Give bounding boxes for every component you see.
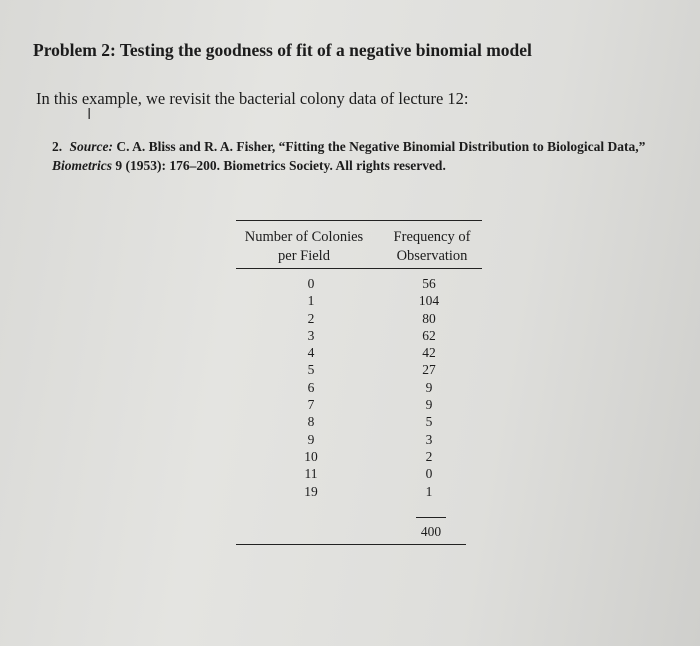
table-row bbox=[236, 380, 482, 397]
intro-text: In this example, we revisit the bacterial colony data of lecture 12: bbox=[36, 89, 469, 108]
frequency-cell: 104 bbox=[418, 293, 440, 309]
colonies-cell: 10 bbox=[304, 448, 318, 464]
frequency-cell: 80 bbox=[422, 310, 436, 326]
colonies-cell: 19 bbox=[304, 483, 318, 499]
colonies-cell: 1 bbox=[307, 293, 315, 309]
journal-name: Biometrics bbox=[52, 158, 112, 173]
colonies-cell: 11 bbox=[304, 466, 318, 482]
table-row bbox=[236, 484, 482, 501]
table-bottom-rule bbox=[236, 544, 466, 545]
colonies-cell: 9 bbox=[307, 431, 315, 447]
source-footnote bbox=[52, 137, 692, 175]
header-frequency-line1: Frequency of bbox=[393, 229, 471, 245]
frequency-cell: 62 bbox=[422, 327, 436, 343]
column-header-colonies bbox=[236, 228, 372, 266]
frequency-cell: 5 bbox=[425, 414, 433, 430]
table-row bbox=[236, 276, 482, 293]
citation-details: 9 (1953): 176–200. Biometrics Society. All rights reserved. bbox=[115, 158, 446, 173]
column-header-frequency bbox=[382, 228, 482, 266]
header-colonies-line1: Number of Colonies bbox=[244, 229, 364, 245]
table-row bbox=[236, 293, 482, 310]
text-cursor-icon: I bbox=[87, 105, 92, 123]
colonies-cell: 3 bbox=[307, 327, 315, 343]
problem-title: Problem 2: Testing the goodness of fit of a negative binomial model bbox=[33, 40, 532, 60]
colonies-cell: 7 bbox=[307, 397, 315, 413]
frequency-cell: 3 bbox=[425, 431, 433, 447]
colonies-cell: 5 bbox=[307, 362, 315, 378]
footnote-number: 2. bbox=[52, 139, 63, 154]
frequency-total: 400 bbox=[420, 524, 442, 539]
table-row bbox=[236, 397, 482, 414]
colonies-cell: 2 bbox=[307, 310, 315, 326]
colonies-cell: 0 bbox=[307, 276, 315, 291]
frequency-cell: 27 bbox=[422, 362, 436, 378]
table-row bbox=[236, 466, 482, 483]
frequency-cell: 0 bbox=[425, 466, 433, 482]
source-text: C. A. Bliss and R. A. Fisher, “Fitting the Negative Binomial Distribution to Biological Data,” bbox=[116, 139, 646, 154]
total-rule bbox=[416, 517, 446, 518]
table-row bbox=[236, 345, 482, 362]
frequency-cell: 56 bbox=[422, 276, 436, 291]
colonies-cell: 8 bbox=[307, 414, 315, 430]
table-row bbox=[236, 311, 482, 328]
frequency-cell: 2 bbox=[425, 448, 433, 464]
frequency-cell: 42 bbox=[422, 345, 436, 361]
table-row bbox=[236, 432, 482, 449]
table-row bbox=[236, 362, 482, 379]
table-top-rule bbox=[236, 220, 482, 221]
table-row bbox=[236, 328, 482, 345]
source-label: Source: bbox=[69, 139, 113, 154]
frequency-cell: 9 bbox=[425, 397, 433, 413]
table-body bbox=[236, 276, 482, 501]
table-header-rule bbox=[236, 268, 482, 269]
colonies-cell: 4 bbox=[307, 345, 315, 361]
table-row bbox=[236, 414, 482, 431]
header-colonies-line2: per Field bbox=[278, 248, 330, 264]
header-frequency-line2: Observation bbox=[396, 248, 468, 264]
frequency-cell: 9 bbox=[425, 379, 433, 395]
table-row bbox=[236, 449, 482, 466]
colonies-cell: 6 bbox=[307, 379, 315, 395]
frequency-cell: 1 bbox=[425, 483, 433, 499]
